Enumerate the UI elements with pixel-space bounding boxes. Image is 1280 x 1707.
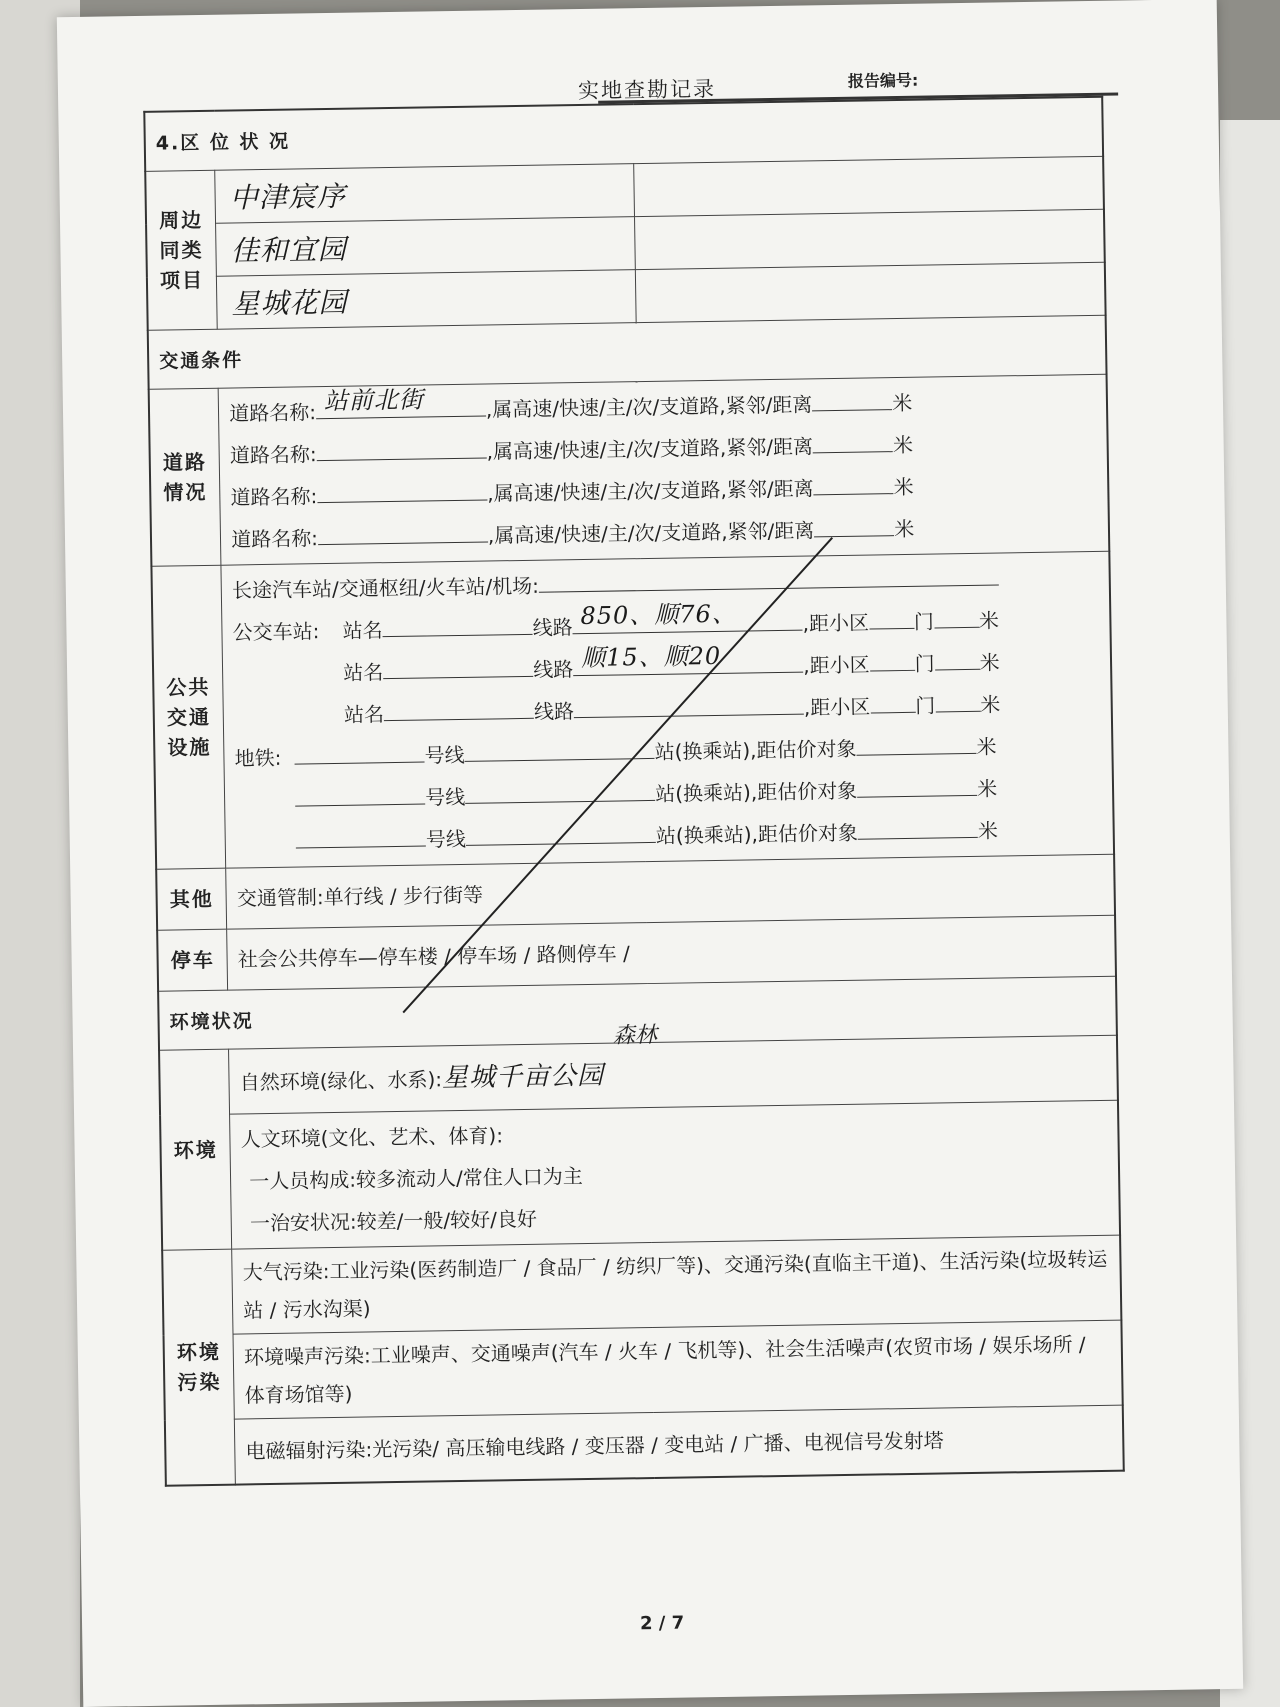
metro-distance-field[interactable] [858,811,978,840]
project-cell-empty[interactable] [636,262,1106,322]
transit-label: 公共交通设施 [151,565,225,869]
roads-block [218,374,1109,565]
project-name-2: 佳和宜园 [230,232,347,268]
metro-row: 号线 站(换乘站),距估价对象 米 [236,808,1103,864]
air-pollution-text[interactable]: 大气污染:工业污染(医药制造厂 / 食品厂 / 纺织厂等)、交通污染(直临主干道)、生活污染(垃圾转运站 / 污水沟渠) [232,1235,1122,1334]
page-number: 2 / 7 [639,1612,685,1635]
metro-row: 号线 站(换乘站),距估价对象 米 [235,766,1102,822]
project-cell[interactable] [217,270,637,330]
document-page [57,0,1243,1707]
road-name-field[interactable] [316,432,486,462]
long-distance-field[interactable] [539,558,999,592]
road-name-field[interactable] [318,516,488,546]
road-name-field[interactable] [317,474,487,504]
other-label: 其他 [156,868,227,930]
projects-label: 周边同类项目 [145,170,217,330]
section-traffic: 交通条件 [148,315,1107,389]
road-row: 道路名称: ,属高速/快速/主/次/支道路,紧邻/距离 米 [230,421,1097,477]
transit-block [221,551,1114,868]
security-status[interactable]: 一治安状况:较差/一般/较好/良好 [249,1206,538,1236]
bus-station-field[interactable] [383,650,533,679]
roads-label: 道路情况 [149,388,221,566]
metro-station-field[interactable] [466,816,656,846]
bus-station-field[interactable] [384,692,534,721]
culture-label: 人文环境(文化、艺术、体育): [240,1123,504,1152]
bus-route-field[interactable]: 850、顺76、 [572,604,802,635]
noise-pollution-text[interactable]: 环境噪声污染:工业噪声、交通噪声(汽车 / 火车 / 飞机等)、社会生活噪声(农贸市场 / 娱乐场所 / 体育场馆等) [233,1320,1123,1419]
em-pollution-text[interactable]: 电磁辐射污染:光污染/ 高压输电线路 / 变压器 / 变电站 / 广播、电视信号发射塔 [235,1405,1124,1484]
pollution-label: 环境污染 [162,1249,235,1486]
metro-line-field[interactable] [296,820,426,849]
report-number-label: 报告编号: [847,70,919,91]
bus-row: 站名 线路 顺15、顺20 ,距小区 门 米 [343,641,1000,685]
environment-label: 环境 [159,1049,232,1250]
culture-env-block [230,1100,1120,1249]
metro-station-field[interactable] [464,732,654,762]
project-cell[interactable] [216,217,636,277]
bus-distance-field[interactable] [870,686,915,714]
people-composition[interactable]: 一人员构成:较多流动人/常住人口为主 [249,1164,583,1194]
road-distance-field[interactable] [812,383,892,411]
road-distance-field[interactable] [813,467,893,495]
road-row: 道路名称: ,属高速/快速/主/次/支道路,紧邻/距离 米 [231,505,1098,561]
bus-distance-field[interactable] [869,644,914,672]
bus-row: 站名 线路 ,距小区 门 米 [234,682,1101,738]
parking-text[interactable]: 社会公共停车—停车楼 / 停车场 / 路侧停车 / [227,915,1116,990]
bus-door-field[interactable] [935,685,980,713]
project-cell-empty[interactable] [635,209,1105,269]
project-cell[interactable] [215,164,635,224]
page-title: 实地查勘记录 [577,76,717,104]
project-name-3: 星城花园 [231,285,348,321]
project-cell-empty[interactable] [634,156,1104,216]
handwritten-note: 森林 [612,1022,658,1049]
bus-route-field[interactable]: 顺15、顺20 [573,646,803,677]
metro-station-field[interactable] [465,774,655,804]
section-environment: 环境状况 [158,976,1117,1050]
road-distance-field[interactable] [813,425,893,453]
bus-door-field[interactable] [934,643,979,671]
survey-form [143,96,1124,1487]
road-row: 道路名称: ,属高速/快速/主/次/支道路,紧邻/距离 米 [230,463,1097,519]
natural-env-row: 自然环境(绿化、水系):星城千亩公园 [229,1035,1118,1114]
road-name-field[interactable]: 站前北街 [316,390,486,420]
metro-line-field[interactable] [294,736,424,765]
section-location: 4.区 位 状 况 [144,97,1103,172]
bus-row: 公交车站: 站名 线路 850、顺76、 ,距小区 门 米 [232,599,1000,645]
metro-distance-field[interactable] [857,769,977,798]
road-row: 道路名称: 站前北街 ,属高速/快速/主/次/支道路,紧邻/距离 米 [229,379,1096,435]
metro-row: 地铁: 号线 站(换乘站),距估价对象 米 [234,724,1101,780]
bus-station-field[interactable] [382,608,532,637]
bus-route-field[interactable] [574,688,804,719]
parking-label: 停车 [157,929,228,991]
metro-distance-field[interactable] [856,727,976,756]
traffic-control-text[interactable]: 交通管制:单行线 / 步行街等 [226,854,1115,929]
long-distance-row: 长途汽车站/交通枢纽/火车站/机场: [232,556,1099,612]
road-distance-field[interactable] [814,509,894,537]
project-name-1: 中津宸序 [229,179,347,215]
bus-distance-field[interactable] [869,602,914,630]
bus-door-field[interactable] [934,601,979,629]
natural-env-value[interactable]: 星城千亩公园 [441,1060,605,1093]
metro-line-field[interactable] [295,778,425,807]
